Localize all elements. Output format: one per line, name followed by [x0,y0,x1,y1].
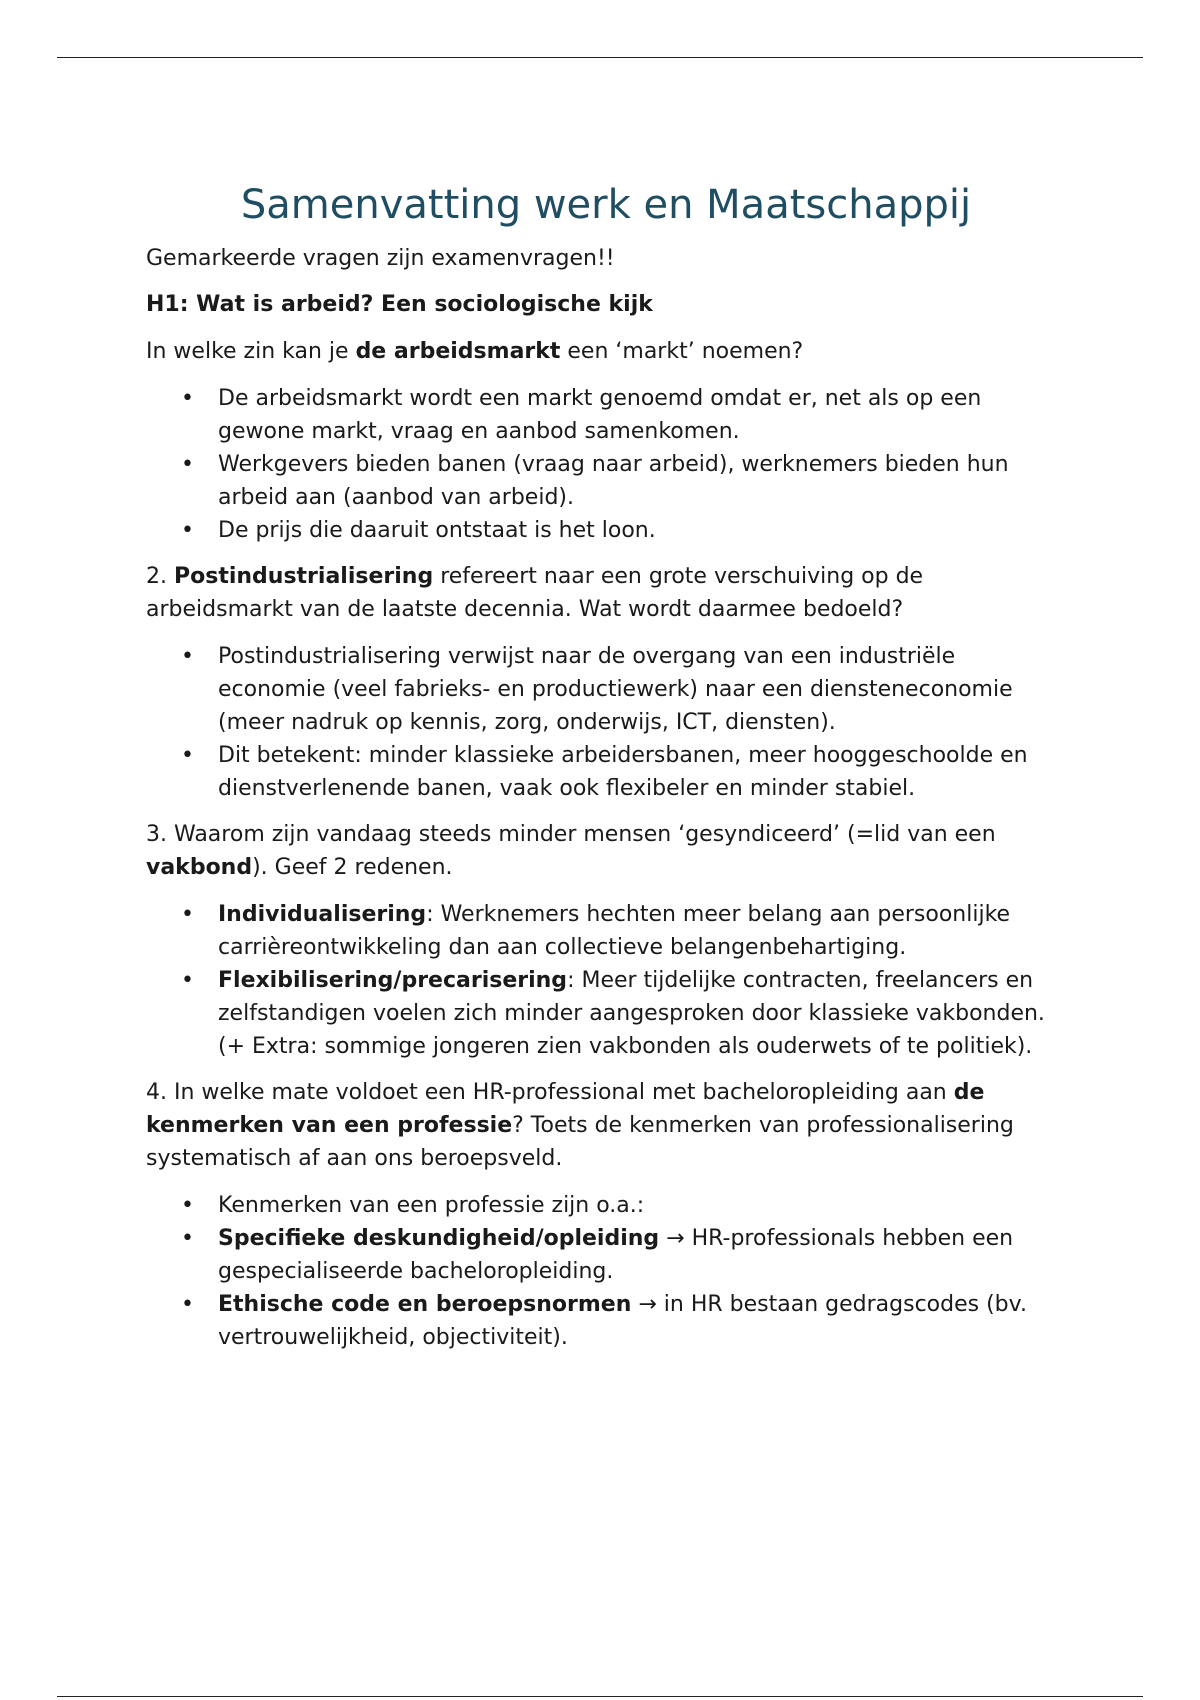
question-1-pre: In welke zin kan je [146,339,356,364]
question-1-post: een ‘markt’ noemen? [560,339,804,364]
list-item [181,1288,1066,1354]
question-4 [146,1076,1066,1175]
footer-rule [57,1696,1143,1697]
bullet-icon: • [181,386,194,411]
question-3-pre: 3. Waarom zijn vandaag steeds minder mensen ‘gesyndiceerd’ (=lid van een [146,822,996,847]
bullet-icon: • [181,1193,194,1218]
answer-list-1 [146,382,1066,547]
bullet-icon: • [181,902,194,927]
list-item-text: : Meer tijdelijke contracten, freelancers en zelfstandigen voelen zich minder aangesproken door klassieke vakbonden. [218,968,1045,1026]
bullet-icon: • [181,968,194,993]
list-item [181,1189,1066,1222]
question-3-post: ). Geef 2 redenen. [252,855,453,880]
question-2-pre: 2. [146,564,174,589]
list-item-text: Dit betekent: minder klassieke arbeidersbanen, meer hooggeschoolde en dienstverlenende banen, vaak ook flexibeler en minder stabiel. [218,743,1028,801]
answer-list-3 [146,898,1066,1063]
list-item-text: Werkgevers bieden banen (vraag naar arbeid), werknemers bieden hun arbeid aan (aanbod van arbeid). [218,452,1009,510]
bullet-icon: • [181,1226,194,1251]
question-4-bold: de kenmerken van een professie [146,1080,985,1138]
list-item-term: Specifieke deskundigheid/opleiding [218,1226,660,1251]
list-item-text: Postindustrialisering verwijst naar de overgang van een industriële economie (veel fabrieks- en productiewerk) naar een diensteneconomie (meer nadruk op kennis, zorg, onderwijs, ICT, diensten). [218,644,1013,735]
question-1 [146,335,1066,368]
question-2-bold: Postindustrialisering [173,564,434,589]
list-item-text: Kenmerken van een professie zijn o.a.: [218,1193,645,1218]
question-3-bold: vakbond [146,855,253,880]
question-1-bold: de arbeidsmarkt [355,339,561,364]
bullet-icon: • [181,743,194,768]
document-title: Samenvatting werk en Maatschappij [240,182,972,228]
bullet-icon: • [181,644,194,669]
header-rule [57,57,1143,58]
list-item [181,640,1066,739]
list-item-text: : Werknemers hechten meer belang aan persoonlijke carrièreontwikkeling dan aan collectieve belangenbehartiging. [218,902,1011,960]
answer-list-2 [146,640,1066,805]
list-item-term: Individualisering [218,902,427,927]
list-item [181,964,1066,1063]
question-2-post: refereert naar een grote verschuiving op de arbeidsmarkt van de laatste decennia. Wat wordt daarmee bedoeld? [146,564,924,622]
question-2 [146,560,1066,626]
bullet-icon: • [181,518,194,543]
answer-list-4 [146,1189,1066,1354]
bullet-icon: • [181,452,194,477]
list-item-term: Flexibilisering/precarisering [218,968,568,993]
question-3 [146,818,1066,884]
list-item [181,739,1066,805]
bullet-icon: • [181,1292,194,1317]
list-item-text: → HR-professionals hebben een gespecialiseerde bacheloropleiding. [218,1226,1014,1284]
list-item-text: → in HR bestaan gedragscodes (bv. vertrouwelijkheid, objectiviteit). [218,1292,1027,1350]
list-item-extra: (+ Extra: sommige jongeren zien vakbonden als ouderwets of te politiek). [218,1034,1033,1059]
document-body [146,178,1066,1367]
list-item [181,382,1066,448]
list-item [181,514,1066,547]
list-item [181,898,1066,964]
exam-note: Gemarkeerde vragen zijn examenvragen!! [146,246,615,271]
list-item-text: De prijs die daaruit ontstaat is het loon. [218,518,656,543]
question-4-post: ? Toets de kenmerken van professionalisering systematisch af aan ons beroepsveld. [146,1113,1014,1171]
question-4-pre: 4. In welke mate voldoet een HR-professional met bacheloropleiding aan [146,1080,954,1105]
list-item-text: De arbeidsmarkt wordt een markt genoemd omdat er, net als op een gewone markt, vraag en aanbod samenkomen. [218,386,982,444]
section-heading: H1: Wat is arbeid? Een sociologische kijk [146,292,653,317]
list-item [181,1222,1066,1288]
list-item [181,448,1066,514]
list-item-term: Ethische code en beroepsnormen [218,1292,632,1317]
